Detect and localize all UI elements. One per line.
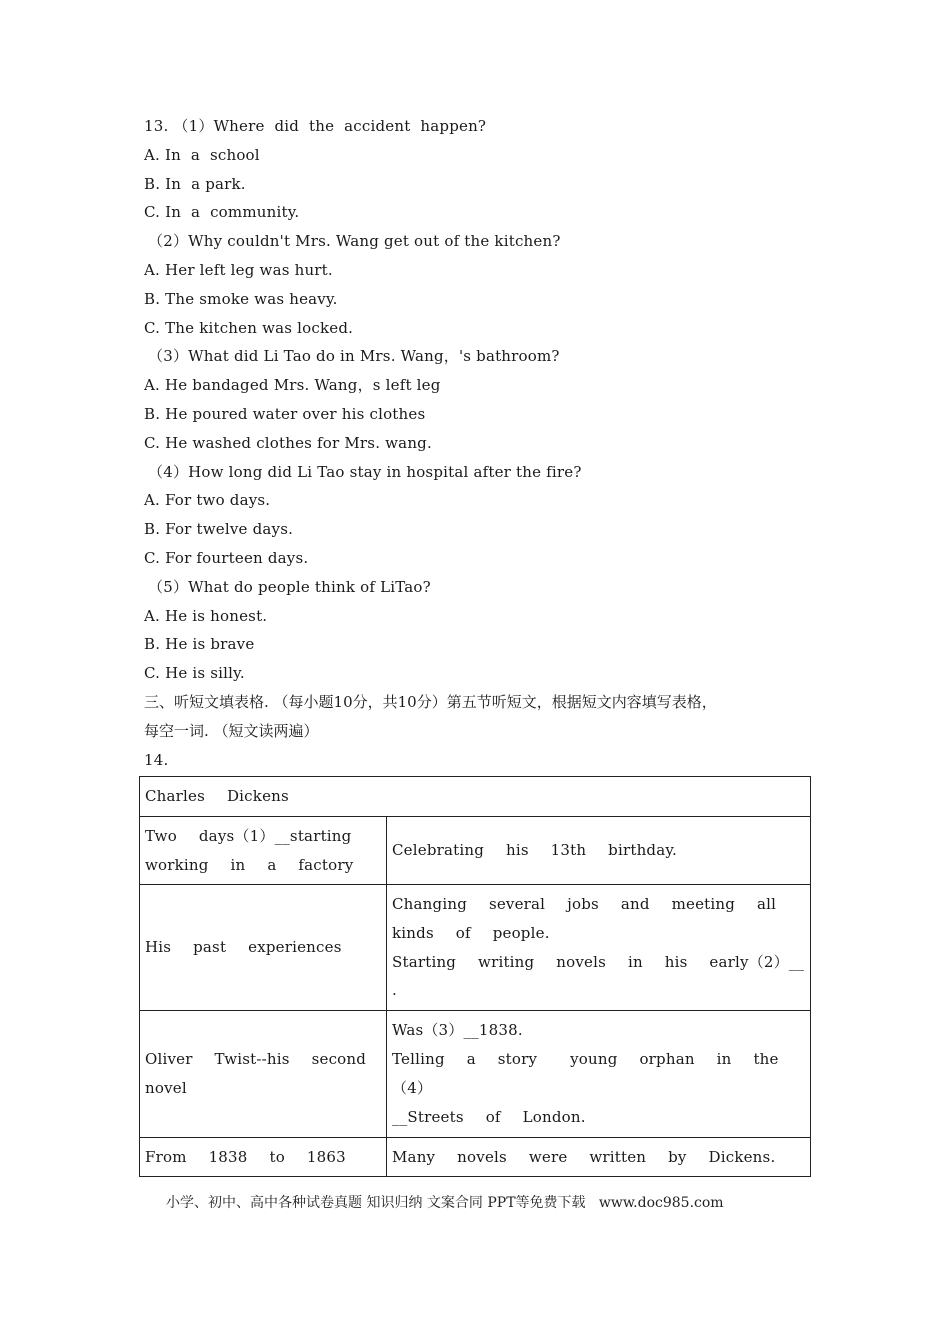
question-14-number: 14. <box>144 750 169 769</box>
question-block <box>144 112 812 774</box>
blank-4-text: Telling a story young orphan in the （4） <box>392 1050 801 1097</box>
table-row-label: Oliver Twist--his second novel <box>140 1011 387 1138</box>
table-row-content: Celebrating his 13th birthday. <box>387 817 811 885</box>
q5-option-b: B. He is brave <box>144 635 255 654</box>
q1-option-c: C. In a community. <box>144 203 300 222</box>
table-row-content: Changing several jobs and meeting all kinds of people. Starting writing novels in his early（2）__ . <box>387 885 811 1011</box>
table-row-label <box>140 817 387 885</box>
question-13-3: （3）What did Li Tao do in Mrs. Wang，'s bathroom? <box>148 347 560 366</box>
page-footer: 小学、初中、高中各种试卷真题 知识归纳 文案合同 PPT等免费下载 www.doc985.com <box>166 1195 724 1211</box>
table-row-label: His past experiences <box>140 885 387 1011</box>
blank-2-text: Starting writing novels in his early（2）__ . <box>392 952 816 1000</box>
q5-option-c: C. He is silly. <box>144 664 245 683</box>
table-row-content: Many novels were written by Dickens. <box>387 1138 811 1177</box>
q2-option-a: A. Her left leg was hurt. <box>144 260 333 279</box>
question-13-stem: 13. （1）Where did the accident happen? <box>144 117 487 135</box>
blank-1-text: Two days（1）__starting working in a factory <box>145 826 374 874</box>
section-3-heading: 三、听短文填表格. （每小题10分，共10分）第五节听短文，根据短文内容填写表格， <box>144 692 717 711</box>
q4-option-b: B. For twelve days. <box>144 520 294 539</box>
q1-option-b: B. In a park. <box>144 174 246 193</box>
q3-option-b: B. He poured water over his clothes <box>144 404 426 423</box>
question-13-2: （2）Why couldn't Mrs. Wang get out of the kitchen? <box>148 232 561 251</box>
table-row <box>140 1138 811 1177</box>
table-title: Charles Dickens <box>140 777 811 817</box>
table-title-row <box>140 777 811 817</box>
table-row-content: Was（3）__1838. Telling a story young orphan in the （4） __Streets of London. <box>387 1011 811 1138</box>
blank-3-text: Was（3）__1838. <box>392 1021 523 1040</box>
table-row <box>140 1011 811 1138</box>
q2-option-c: C. The kitchen was locked. <box>144 318 354 337</box>
q5-option-a: A. He is honest. <box>144 606 268 625</box>
dickens-table <box>139 776 816 1177</box>
q1-option-a: A. In a school <box>144 145 260 164</box>
question-13-4: （4）How long did Li Tao stay in hospital after the fire? <box>148 462 582 481</box>
question-13-5: （5）What do people think of LiTao? <box>148 577 431 596</box>
table-row-label: From 1838 to 1863 <box>140 1138 387 1177</box>
q2-option-b: B. The smoke was heavy. <box>144 289 338 308</box>
q3-option-a: A. He bandaged Mrs. Wang，s left leg <box>144 376 441 395</box>
table-row <box>140 885 811 1011</box>
q4-option-a: A. For two days. <box>144 491 271 510</box>
q3-option-c: C. He washed clothes for Mrs. wang. <box>144 433 432 452</box>
section-3-heading-cont: 每空一词. （短文读两遍） <box>144 721 319 740</box>
q4-option-c: C. For fourteen days. <box>144 548 309 567</box>
table-row <box>140 817 811 885</box>
